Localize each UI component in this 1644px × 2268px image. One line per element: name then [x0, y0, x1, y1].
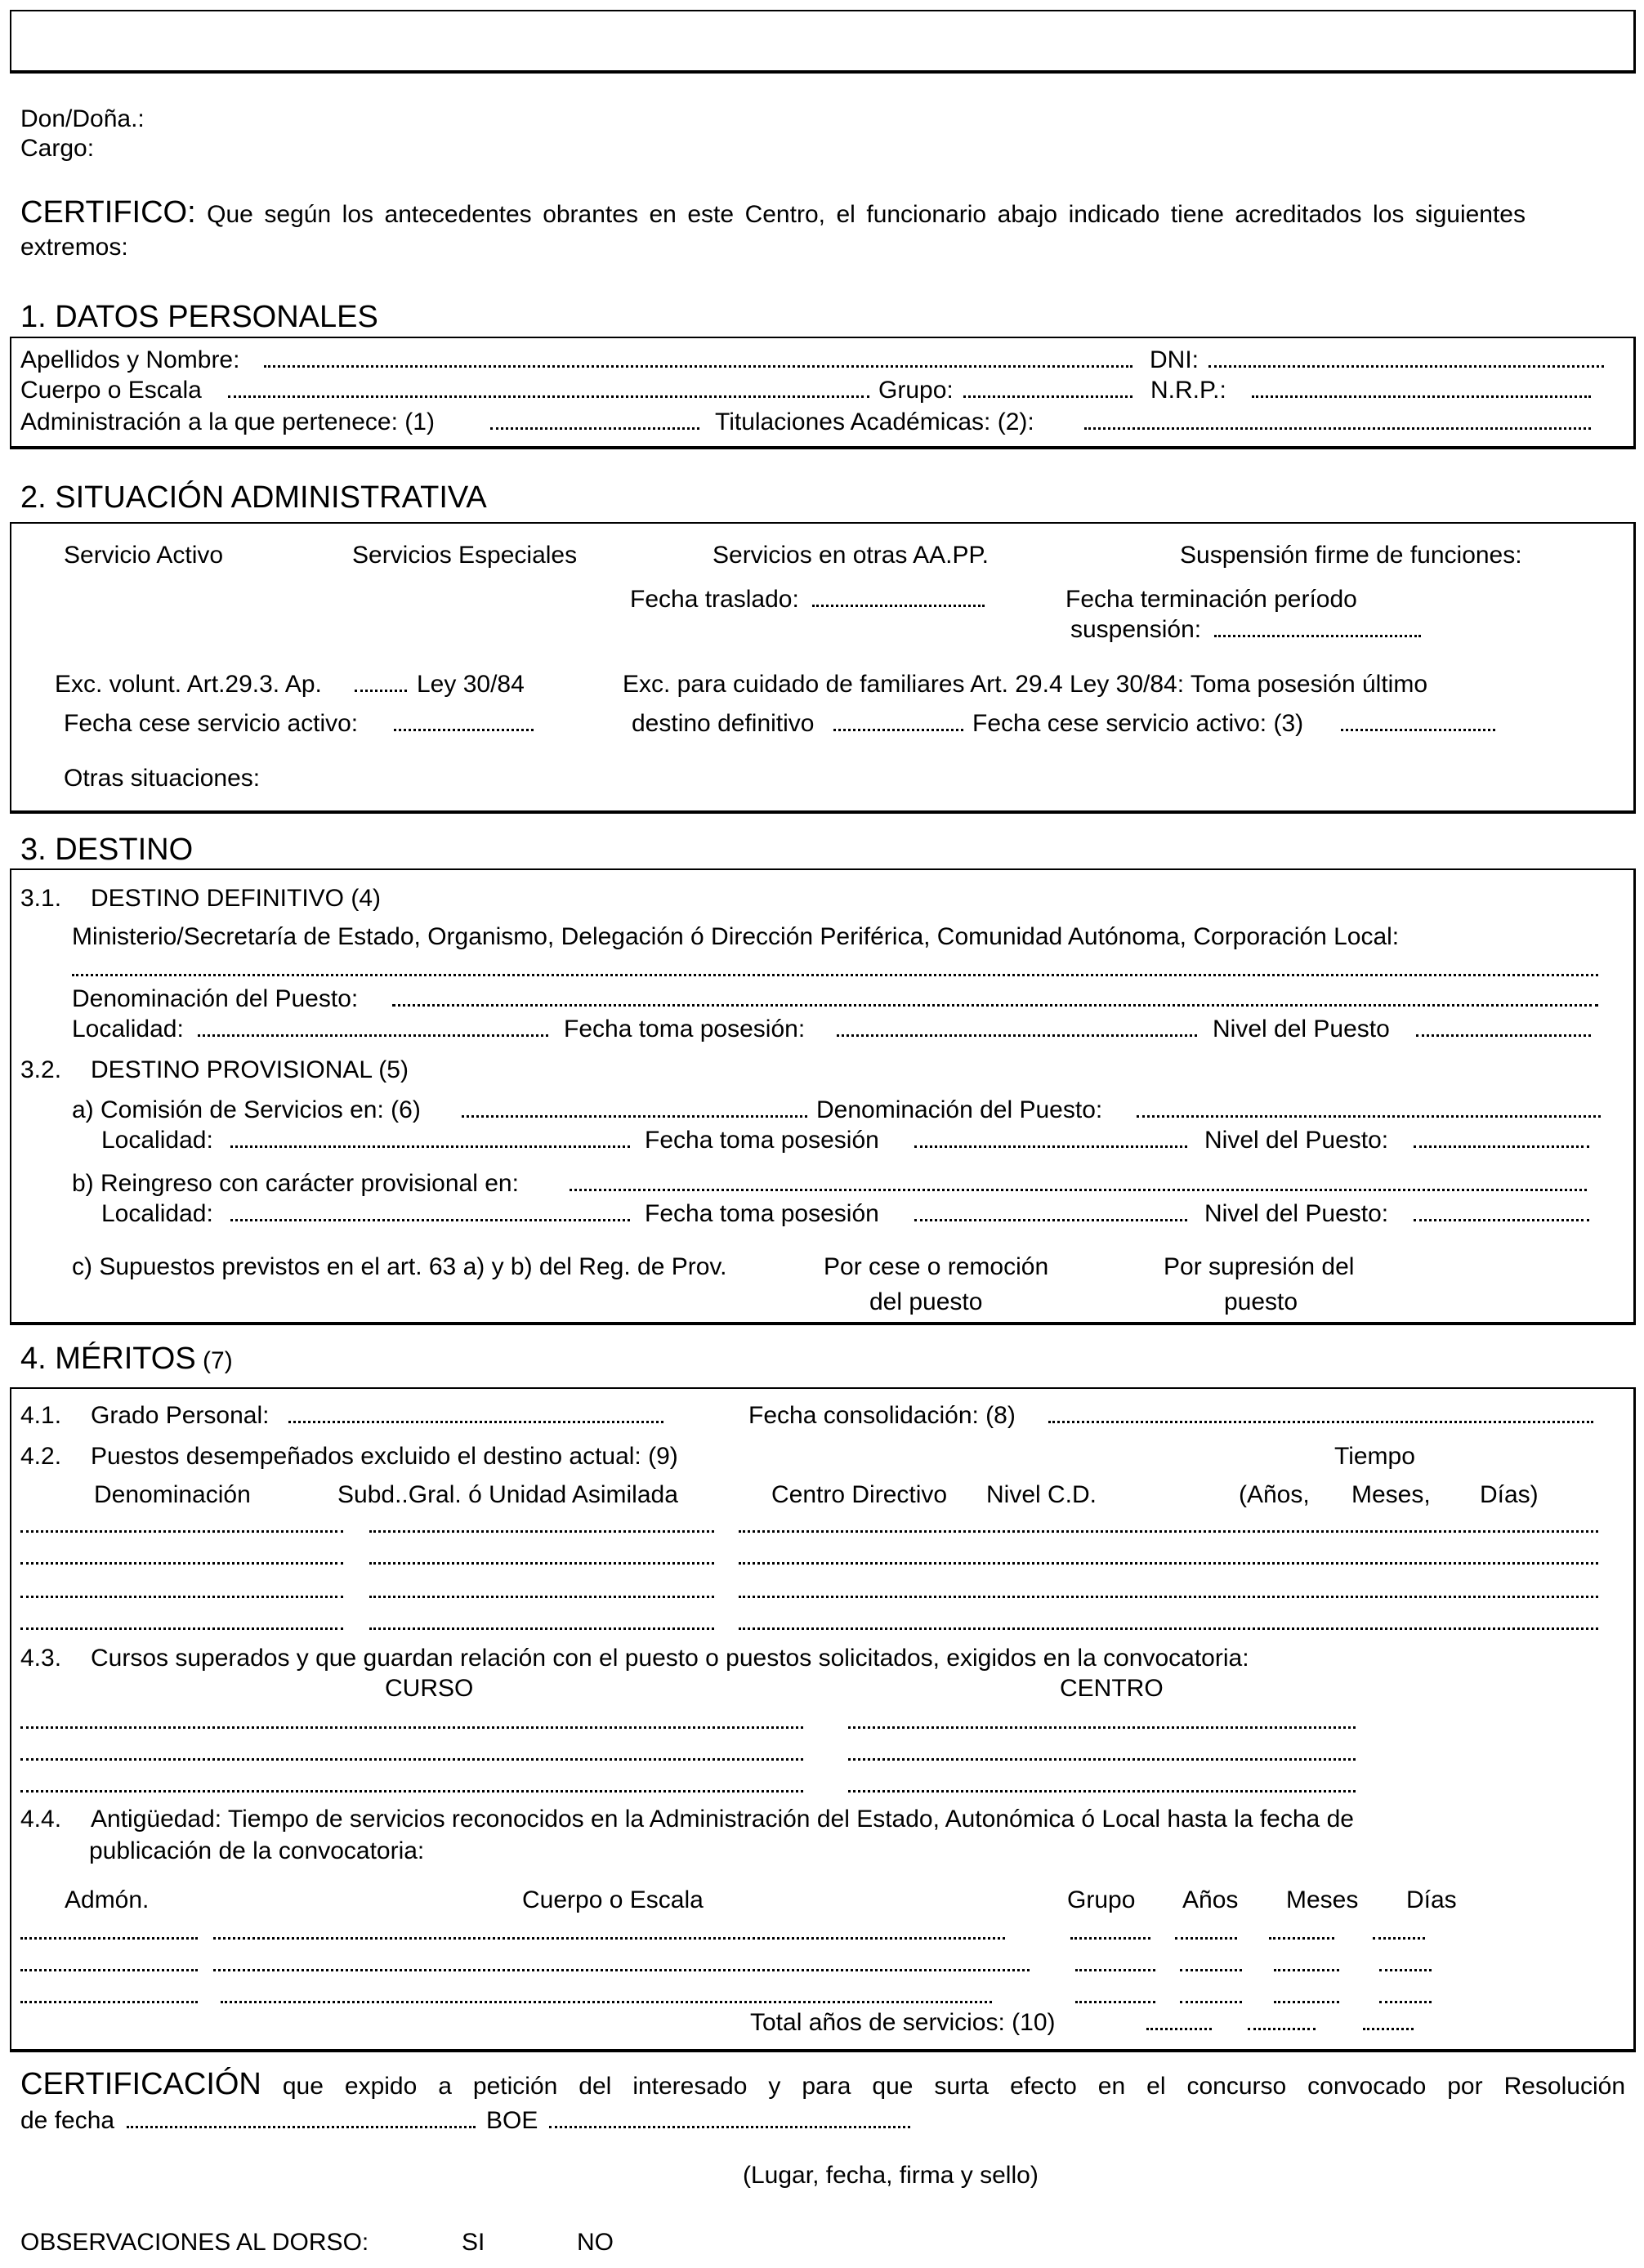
col-anos-44: Años [1182, 1886, 1239, 1913]
puesto-row-3-resto[interactable] [739, 1596, 1598, 1598]
total-meses-field[interactable] [1248, 2028, 1316, 2030]
toma2-field[interactable] [914, 1145, 1187, 1148]
localidad2-field[interactable] [230, 1145, 630, 1148]
total-label: Total años de servicios: (10) [750, 2009, 1056, 2036]
total-anos-field[interactable] [1146, 2028, 1212, 2030]
nrp-label: N.R.P.: [1150, 377, 1226, 404]
destino-definitivo-heading: DESTINO DEFINITIVO (4) [91, 885, 382, 912]
cese3-label: Fecha cese servicio activo: (3) [972, 710, 1304, 737]
certifico-paragraph [20, 196, 1526, 264]
nivel2-label: Nivel del Puesto: [1204, 1127, 1389, 1154]
traslado-field[interactable] [812, 605, 985, 607]
antig-row-3-cuerpo[interactable] [221, 2001, 992, 2003]
antig-row-1-cuerpo[interactable] [213, 1937, 1005, 1940]
nivel2-field[interactable] [1414, 1145, 1589, 1148]
exc-cuidado-option[interactable]: Exc. para cuidado de familiares Art. 29.4 Ley 30/84: Toma posesión último [623, 671, 1428, 698]
suspension-fecha-label: suspensión: [1070, 616, 1202, 643]
certificacion-lead: CERTIFICACIÓN [20, 2067, 261, 2101]
observaciones-no-option[interactable]: NO [577, 2229, 614, 2256]
num-4-4: 4.4. [20, 1806, 62, 1833]
consolidacion-field[interactable] [1048, 1421, 1593, 1423]
de-fecha-label: de fecha [20, 2107, 115, 2134]
don-label: Don/Doña.: [20, 105, 145, 132]
puestos-label: Puestos desempeñados excluido el destino actual: (9) [91, 1443, 678, 1470]
denominacion-label: Denominación del Puesto: [72, 985, 359, 1012]
section-4-title [20, 1341, 233, 1379]
cuerpo-field[interactable] [228, 395, 869, 398]
certificacion-text: que expido a petición del interesado y para que surta efecto en el concurso convocado por Resolución [261, 2073, 1625, 2100]
col-centro: CENTRO [1060, 1675, 1164, 1702]
supresion-option-2: puesto [1224, 1288, 1298, 1315]
antig-row-2-anos[interactable] [1180, 1969, 1242, 1971]
certifico-text: Que según los antecedentes obrantes en este Centro, el funcionario abajo indicado tiene acreditados los siguientes extremos: [20, 201, 1526, 261]
puesto-row-1-resto[interactable] [739, 1530, 1598, 1533]
supuestos-label: c) Supuestos previstos en el art. 63 a) y b) del Reg. de Prov. [72, 1253, 727, 1280]
admin-field[interactable] [490, 427, 699, 430]
antiguedad-label: Antigüedad: Tiempo de servicios reconocidos en la Administración del Estado, Autonómica ó Local hasta la fecha de [91, 1806, 1354, 1833]
certifico-lead: CERTIFICO: [20, 195, 196, 230]
boe-field[interactable] [549, 2126, 910, 2128]
num-4-2: 4.2. [20, 1443, 62, 1470]
servicio-activo-option[interactable]: Servicio Activo [64, 542, 224, 569]
destino-provisional-heading: DESTINO PROVISIONAL (5) [91, 1056, 409, 1083]
antig-row-1-meses[interactable] [1269, 1937, 1334, 1940]
centro-row-2[interactable] [848, 1758, 1356, 1761]
antig-row-1-admon[interactable] [20, 1937, 198, 1940]
antig-row-3-admon[interactable] [20, 2001, 198, 2003]
boe-label: BOE [486, 2107, 538, 2134]
comision-field[interactable] [462, 1115, 807, 1118]
cese-remocion-option-2: del puesto [869, 1288, 983, 1315]
otras-aapp-option[interactable]: Servicios en otras AA.PP. [713, 542, 989, 569]
toma3-label: Fecha toma posesión [645, 1200, 879, 1227]
grupo-label: Grupo: [878, 377, 954, 404]
antig-row-1-grupo[interactable] [1070, 1937, 1150, 1940]
col-centro-directivo: Centro Directivo [771, 1481, 948, 1508]
num-3-1: 3.1. [20, 885, 62, 912]
section-4-note: (7) [195, 1347, 233, 1374]
puesto-row-1-subd[interactable] [369, 1530, 714, 1533]
section-4-title-text: 4. MÉRITOS [20, 1342, 196, 1376]
supresion-option[interactable]: Por supresión del [1164, 1253, 1355, 1280]
suspension-option[interactable]: Suspensión firme de funciones: [1180, 542, 1522, 569]
nivel-field[interactable] [1416, 1034, 1591, 1037]
toma-field[interactable] [837, 1034, 1197, 1037]
col-meses: Meses, [1351, 1481, 1431, 1508]
col-subd: Subd..Gral. ó Unidad Asimilada [337, 1481, 678, 1508]
puesto-row-4-resto[interactable] [739, 1627, 1598, 1630]
titulaciones-field[interactable] [1084, 427, 1591, 430]
certificacion-paragraph [20, 2068, 1625, 2103]
cese3-field[interactable] [1341, 729, 1495, 731]
cargo-label: Cargo: [20, 135, 95, 162]
ministerio-label: Ministerio/Secretaría de Estado, Organismo, Delegación ó Dirección Periférica, Comunidad Autónoma, Corporación Local: [72, 923, 1400, 950]
puesto-row-2-resto[interactable] [739, 1562, 1598, 1565]
toma2-label: Fecha toma posesión [645, 1127, 879, 1154]
col-dias-44: Días [1406, 1886, 1457, 1913]
col-cuerpo: Cuerpo o Escala [522, 1886, 704, 1913]
col-curso: CURSO [385, 1675, 474, 1702]
reingreso-field[interactable] [570, 1189, 1587, 1191]
otras-situaciones-label: Otras situaciones: [64, 765, 261, 792]
puesto-row-2-subd[interactable] [369, 1562, 714, 1565]
dni-label: DNI: [1150, 346, 1199, 373]
antig-row-3-anos[interactable] [1180, 2001, 1242, 2003]
ministerio-field[interactable] [72, 974, 1598, 976]
exc-apartado-field[interactable] [355, 690, 407, 692]
cese-field[interactable] [394, 729, 534, 731]
col-anos: (Años, [1239, 1481, 1310, 1508]
cese-remocion-option[interactable]: Por cese o remoción [824, 1253, 1049, 1280]
cese-label: Fecha cese servicio activo: [64, 710, 359, 737]
denominacion2-field[interactable] [1137, 1115, 1601, 1118]
localidad3-label: Localidad: [101, 1200, 213, 1227]
nrp-field[interactable] [1252, 395, 1591, 398]
section-3-title: 3. DESTINO [20, 833, 194, 867]
admin-label: Administración a la que pertenece: (1) [20, 409, 435, 435]
destino-definitivo-field[interactable] [833, 729, 963, 731]
nivel-label: Nivel del Puesto [1213, 1016, 1390, 1042]
centro-row-3[interactable] [848, 1790, 1356, 1793]
puesto-row-4-denominacion[interactable] [20, 1627, 343, 1630]
curso-row-1[interactable] [20, 1726, 803, 1729]
ley-label: Ley 30/84 [417, 671, 525, 698]
col-meses-44: Meses [1286, 1886, 1359, 1913]
titulaciones-label: Titulaciones Académicas: (2): [715, 409, 1034, 435]
observaciones-si-option[interactable]: SI [462, 2229, 485, 2256]
col-dias: Días) [1480, 1481, 1539, 1508]
grupo-field[interactable] [963, 395, 1132, 398]
antig-row-1-anos[interactable] [1175, 1937, 1237, 1940]
section-1-title: 1. DATOS PERSONALES [20, 300, 378, 334]
localidad-label: Localidad: [72, 1016, 184, 1042]
servicios-especiales-option[interactable]: Servicios Especiales [352, 542, 578, 569]
curso-row-3[interactable] [20, 1790, 803, 1793]
consolidacion-label: Fecha consolidación: (8) [748, 1402, 1016, 1429]
antig-row-2-admon[interactable] [20, 1969, 198, 1971]
observaciones-label: OBSERVACIONES AL DORSO: [20, 2229, 369, 2256]
puesto-row-2-denominacion[interactable] [20, 1562, 343, 1565]
puesto-row-3-subd[interactable] [369, 1596, 714, 1598]
grado-label: Grado Personal: [91, 1402, 270, 1429]
tiempo-label: Tiempo [1334, 1443, 1415, 1470]
antig-row-2-meses[interactable] [1274, 1969, 1339, 1971]
denominacion2-label: Denominación del Puesto: [816, 1096, 1103, 1123]
antig-row-2-dias[interactable] [1379, 1969, 1432, 1971]
col-nivel: Nivel C.D. [986, 1481, 1097, 1508]
nivel3-label: Nivel del Puesto: [1204, 1200, 1389, 1227]
localidad3-field[interactable] [230, 1219, 630, 1221]
grado-field[interactable] [288, 1421, 663, 1423]
de-fecha-field[interactable] [127, 2126, 476, 2128]
denominacion-field[interactable] [392, 1004, 1598, 1007]
nivel3-field[interactable] [1414, 1219, 1589, 1221]
num-3-2: 3.2. [20, 1056, 62, 1083]
cuerpo-label: Cuerpo o Escala [20, 377, 202, 404]
traslado-label: Fecha traslado: [630, 586, 799, 613]
antig-row-3-dias[interactable] [1379, 2001, 1432, 2003]
localidad2-label: Localidad: [101, 1127, 213, 1154]
header-box [10, 10, 1636, 74]
antig-row-3-meses[interactable] [1274, 2001, 1339, 2003]
dni-field[interactable] [1208, 365, 1604, 368]
terminacion-label: Fecha terminación período [1065, 586, 1357, 613]
col-admon: Admón. [65, 1886, 150, 1913]
puesto-row-1-denominacion[interactable] [20, 1530, 343, 1533]
destino-definitivo-label: destino definitivo [632, 710, 815, 737]
lugar-fecha-firma-label: (Lugar, fecha, firma y sello) [743, 2162, 1039, 2189]
exc-voluntaria-option[interactable]: Exc. volunt. Art.29.3. Ap. [55, 671, 322, 698]
puesto-row-3-denominacion[interactable] [20, 1596, 343, 1598]
num-4-3: 4.3. [20, 1645, 62, 1672]
cursos-label: Cursos superados y que guardan relación con el puesto o puestos solicitados, exigidos en la convocatoria: [91, 1645, 1249, 1672]
localidad-field[interactable] [198, 1034, 548, 1037]
comision-label: a) Comisión de Servicios en: (6) [72, 1096, 421, 1123]
suspension-fecha-field[interactable] [1214, 635, 1421, 637]
toma-label: Fecha toma posesión: [564, 1016, 806, 1042]
num-4-1: 4.1. [20, 1402, 62, 1429]
apellidos-label: Apellidos y Nombre: [20, 346, 240, 373]
antig-row-2-grupo[interactable] [1075, 1969, 1155, 1971]
reingreso-label: b) Reingreso con carácter provisional en: [72, 1170, 519, 1197]
section-2-title: 2. SITUACIÓN ADMINISTRATIVA [20, 480, 487, 515]
puesto-row-4-subd[interactable] [369, 1627, 714, 1630]
antig-row-2-cuerpo[interactable] [213, 1969, 1030, 1971]
apellidos-field[interactable] [264, 365, 1132, 368]
col-denominacion: Denominación [94, 1481, 251, 1508]
col-grupo: Grupo [1067, 1886, 1136, 1913]
antig-row-3-grupo[interactable] [1075, 2001, 1155, 2003]
antig-row-1-dias[interactable] [1373, 1937, 1425, 1940]
antiguedad-label-2: publicación de la convocatoria: [89, 1837, 425, 1864]
curso-row-2[interactable] [20, 1758, 803, 1761]
centro-row-1[interactable] [848, 1726, 1356, 1729]
toma3-field[interactable] [914, 1219, 1187, 1221]
total-dias-field[interactable] [1363, 2028, 1414, 2030]
